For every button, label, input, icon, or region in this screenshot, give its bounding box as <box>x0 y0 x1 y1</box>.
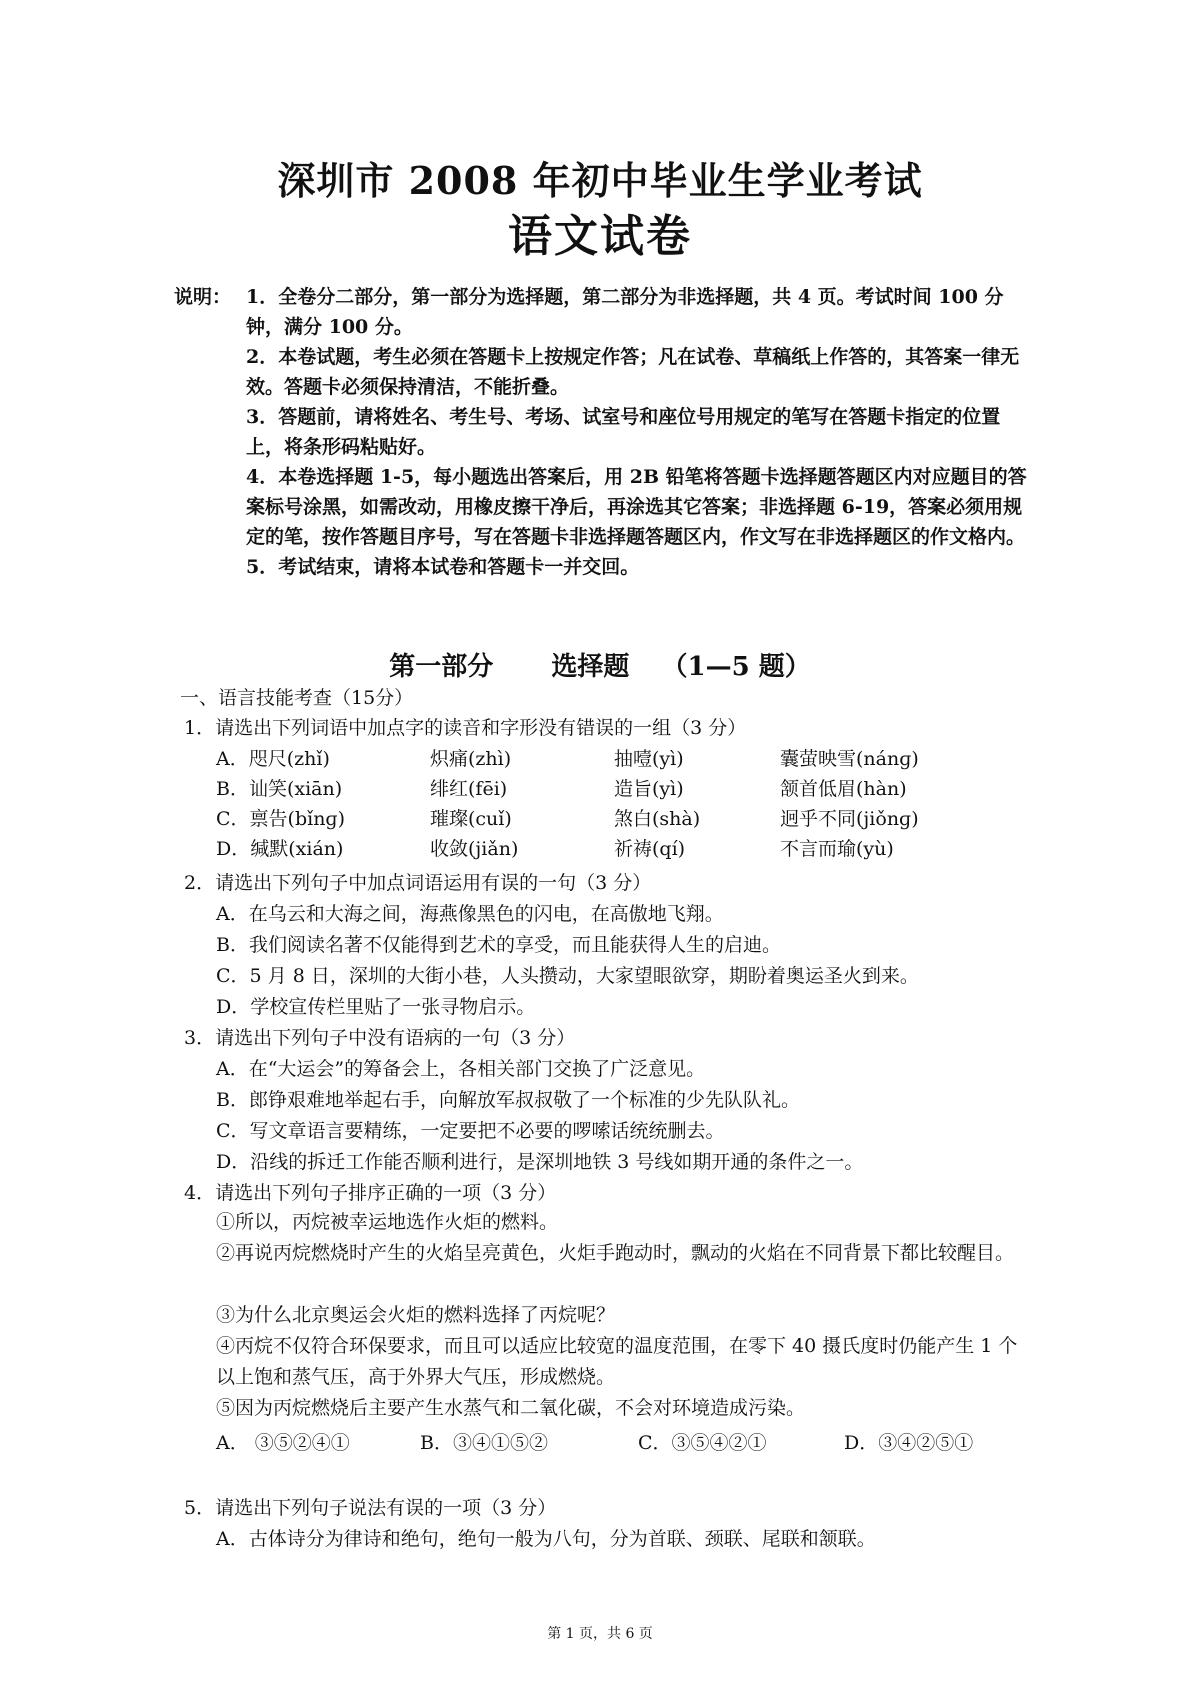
q1-option-cell: 迥乎不同(jiǒnɡ) <box>780 808 919 830</box>
q1-option-cell: 煞白(shà) <box>614 808 701 830</box>
exam-subtitle: 语文试卷 <box>508 211 692 262</box>
q1-option-cell: 抽噎(yì) <box>614 748 684 770</box>
q4-answer: B．③④①⑤② <box>420 1432 548 1454</box>
question-1-stem: 1．请选出下列词语中加点字的读音和字形没有错误的一组（3 分） <box>184 717 747 739</box>
q1-option-cell: 不言而瑜(yù) <box>780 838 894 860</box>
q5-option: A．古体诗分为律诗和绝句，绝句一般为八句，分为首联、颈联、尾联和颔联。 <box>216 1528 876 1550</box>
instruction-item: 1．全卷分二部分，第一部分为选择题，第二部分为非选择题，共 4 页。考试时间 100 分钟，满分 100 分。 <box>246 286 1004 338</box>
q1-option-cell: D．缄默(xián) <box>216 838 344 860</box>
q1-option-cell: 颔首低眉(hàn) <box>780 778 907 800</box>
q4-answer: C．③⑤④②① <box>638 1432 767 1454</box>
q3-option: D．沿线的拆迁工作能否顺利进行，是深圳地铁 3 号线如期开通的条件之一。 <box>216 1151 864 1173</box>
instructions-block <box>174 282 1034 582</box>
instructions-label: 说明： <box>174 286 232 308</box>
q1-option-cell: 祈祷(qí) <box>614 838 686 860</box>
q2-option: D．学校宣传栏里贴了一张寻物启示。 <box>216 996 536 1018</box>
question-5-stem: 5．请选出下列句子说法有误的一项（3 分） <box>184 1497 557 1519</box>
q1-option-cell: 收敛(jiǎn) <box>430 838 519 860</box>
q3-option: B．郎铮艰难地举起右手，向解放军叔叔敬了一个标准的少先队队礼。 <box>216 1089 800 1111</box>
page-number: 第 1 页，共 6 页 <box>547 1626 653 1642</box>
q1-option-cell: 造旨(yì) <box>614 778 684 800</box>
instruction-item: 4．本卷选择题 1-5，每小题选出答案后，用 2B 铅笔将答题卡选择题答题区内对应题目的答案标号涂黑，如需改动，用橡皮擦干净后，再涂选其它答案；非选择题 6-19，答案必须用规定的笔，按作答题目序号，写在答题卡非选择题答题区内，作文写在非选择题区的作文格内。 <box>246 466 1027 548</box>
q4-sentence: ①所以，丙烷被幸运地选作火炬的燃料。 <box>216 1211 559 1233</box>
question-4-stem: 4．请选出下列句子排序正确的一项（3 分） <box>184 1182 557 1204</box>
q4-answer: D．③④②⑤① <box>844 1432 974 1454</box>
section-heading: 一、语言技能考查（15分） <box>180 687 414 709</box>
q1-option-cell: C．禀告(bǐnɡ) <box>216 808 346 830</box>
instruction-item: 3．答题前，请将姓名、考生号、考场、试室号和座位号用规定的笔写在答题卡指定的位置上，将条形码粘贴好。 <box>246 406 1001 458</box>
q4-sentence: ④丙烷不仅符合环保要求，而且可以适应比较宽的温度范围，在零下 40 摄氏度时仍能产生 1 个以上饱和蒸气压，高于外界大气压，形成燃烧。 <box>216 1335 1018 1388</box>
q1-option-cell: 炽痛(zhì) <box>430 748 512 770</box>
q2-option: B．我们阅读名著不仅能得到艺术的享受，而且能获得人生的启迪。 <box>216 934 781 956</box>
q3-option: C．写文章语言要精练，一定要把不必要的啰嗦话统统删去。 <box>216 1120 725 1142</box>
exam-title: 深圳市 2008 年初中毕业生学业考试 <box>277 158 923 203</box>
q1-option-cell: 绯红(fēi) <box>430 778 508 800</box>
part-name: 第一部分 <box>389 652 494 682</box>
q1-option-cell: 璀璨(cuǐ) <box>430 808 512 830</box>
q2-option: A．在乌云和大海之间，海燕像黑色的闪电，在高傲地飞翔。 <box>216 903 724 925</box>
instruction-item: 5．考试结束，请将本试卷和答题卡一并交回。 <box>246 556 640 578</box>
q1-option-cell: B．讪笑(xiān) <box>216 778 343 800</box>
q4-sentence: ③为什么北京奥运会火炬的燃料选择了丙烷呢？ <box>216 1304 616 1326</box>
part-heading <box>0 646 1200 683</box>
q3-option: A．在“大运会”的筹备会上，各相关部门交换了广泛意见。 <box>216 1058 706 1080</box>
q4-sentence: ⑤因为丙烷燃烧后主要产生水蒸气和二氧化碳，不会对环境造成污染。 <box>216 1397 806 1419</box>
question-2-stem: 2．请选出下列句子中加点词语运用有误的一句（3 分） <box>184 872 652 894</box>
part-type: 选择题 <box>551 652 630 682</box>
q1-option-cell: 囊萤映雪(nánɡ) <box>780 748 919 770</box>
q1-option-cell: A．咫尺(zhǐ) <box>216 748 330 770</box>
q4-answer: A． ③⑤②④① <box>216 1432 350 1454</box>
part-range: （1—5 题） <box>661 652 811 682</box>
q4-sentence: ②再说丙烷燃烧时产生的火焰呈亮黄色，火炬手跑动时，飘动的火焰在不同背景下都比较醒目。 <box>216 1242 1015 1264</box>
q2-option: C．5 月 8 日，深圳的大街小巷，人头攒动，大家望眼欲穿，期盼着奥运圣火到来。 <box>216 965 919 987</box>
instruction-item: 2．本卷试题，考生必须在答题卡上按规定作答；凡在试卷、草稿纸上作答的，其答案一律无效。答题卡必须保持清洁，不能折叠。 <box>246 346 1020 398</box>
question-3-stem: 3．请选出下列句子中没有语病的一句（3 分） <box>184 1027 576 1049</box>
